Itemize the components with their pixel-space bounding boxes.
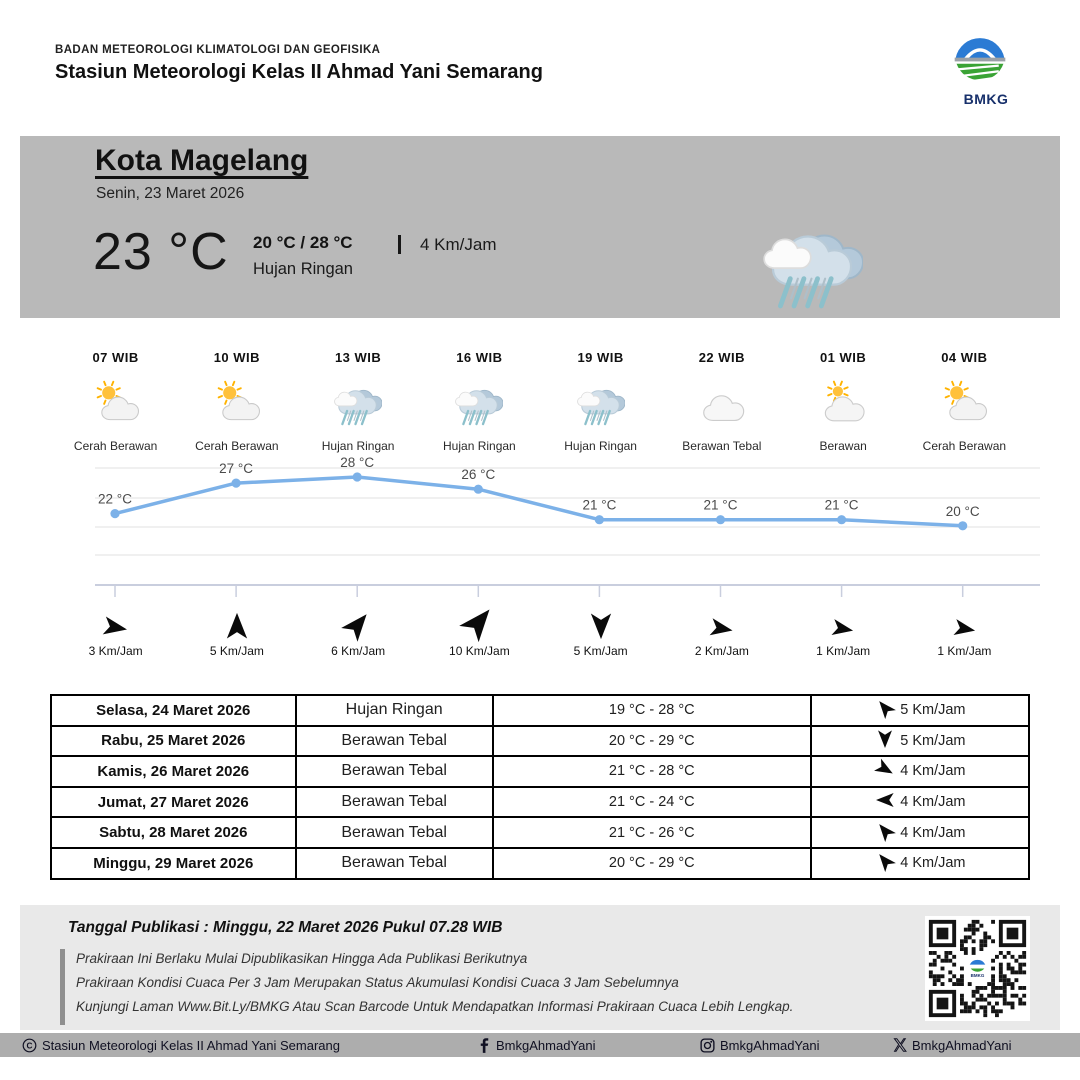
temperature-line-chart xyxy=(40,455,1040,605)
facebook-icon xyxy=(478,1038,491,1053)
divider xyxy=(398,235,401,254)
x-twitter-icon xyxy=(893,1038,907,1052)
day-wind xyxy=(811,756,1029,787)
hourly-condition: Hujan Ringan xyxy=(564,439,637,453)
day-condition: Berawan Tebal xyxy=(296,756,493,787)
wind-item xyxy=(904,598,1025,658)
wind-direction-arrow-icon xyxy=(874,820,896,846)
accent-bar xyxy=(60,949,65,1025)
table-row xyxy=(51,848,1029,879)
hourly-time: 01 WIB xyxy=(819,350,867,365)
hourly-time: 10 WIB xyxy=(213,350,261,365)
day-wind-speed: 5 Km/Jam xyxy=(900,702,966,719)
wind-direction-arrow-icon xyxy=(874,850,896,876)
wind-speed-label: 2 Km/Jam xyxy=(694,644,749,658)
svg-text:C: C xyxy=(26,1041,33,1050)
day-wind-speed: 5 Km/Jam xyxy=(900,732,966,749)
hourly-condition: Hujan Ringan xyxy=(443,439,516,453)
wind-direction-arrow-icon xyxy=(952,616,978,642)
wind-speed-label: 10 Km/Jam xyxy=(449,644,510,658)
bmkg-logo xyxy=(950,30,1022,107)
svg-text:21 °C: 21 °C xyxy=(582,497,617,513)
hourly-time: 04 WIB xyxy=(941,350,988,365)
day-condition: Hujan Ringan xyxy=(296,695,493,726)
svg-text:22 °C: 22 °C xyxy=(98,491,132,507)
wind-item xyxy=(661,598,782,658)
hourly-item xyxy=(783,350,904,453)
day-date: Rabu, 25 Maret 2026 xyxy=(51,726,296,757)
svg-text:27 °C: 27 °C xyxy=(219,461,254,477)
day-temp-range: 19 °C - 28 °C xyxy=(493,695,811,726)
bmkg-logo-label: BMKG xyxy=(963,91,1009,107)
footer-note: Prakiraan Kondisi Cuaca Per 3 Jam Merupakan Status Akumulasi Kondisi Cuaca 3 Jam Sebelumnya xyxy=(76,975,679,990)
weather-icon-hujan-ringan xyxy=(577,377,625,429)
wind-direction-arrow-icon xyxy=(585,610,617,642)
day-condition: Berawan Tebal xyxy=(296,848,493,879)
daily-forecast-table xyxy=(50,694,1030,880)
day-wind-speed: 4 Km/Jam xyxy=(900,824,966,841)
hourly-condition: Hujan Ringan xyxy=(321,439,395,453)
footer-note: Kunjungi Laman Www.Bit.Ly/BMKG Atau Scan Barcode Untuk Mendapatkan Informasi Prakiraan Cuaca Lebih Lengkap. xyxy=(76,999,794,1014)
day-date: Minggu, 29 Maret 2026 xyxy=(51,848,296,879)
day-date: Jumat, 27 Maret 2026 xyxy=(51,787,296,818)
table-row xyxy=(51,817,1029,848)
current-temperature: 23 °C xyxy=(93,223,229,281)
x-twitter-link[interactable] xyxy=(893,1033,1011,1057)
wind-direction-arrow-icon xyxy=(874,728,896,754)
hourly-item xyxy=(419,350,540,453)
wind-item xyxy=(783,598,904,658)
rain-cloud-icon xyxy=(763,212,863,312)
current-weather-banner xyxy=(20,136,1060,318)
day-wind-speed: 4 Km/Jam xyxy=(900,794,966,811)
agency-name: BADAN METEOROLOGI KLIMATOLOGI DAN GEOFISIKA xyxy=(55,44,381,56)
table-row xyxy=(51,756,1029,787)
wind-direction-arrow-icon xyxy=(708,615,735,642)
copyright-icon xyxy=(22,1038,37,1053)
banner-date: Senin, 23 Maret 2026 xyxy=(96,185,245,202)
city-title: Kota Magelang xyxy=(95,144,309,177)
hourly-item xyxy=(904,350,1025,453)
day-temp-range: 20 °C - 29 °C xyxy=(493,848,811,879)
hourly-time: 19 WIB xyxy=(577,350,624,365)
svg-text:BMKG: BMKG xyxy=(970,972,985,978)
day-condition: Berawan Tebal xyxy=(296,726,493,757)
wind-item xyxy=(540,598,661,658)
day-date: Kamis, 26 Maret 2026 xyxy=(51,756,296,787)
weather-icon-berawan-tebal xyxy=(698,377,746,429)
day-temp-range: 20 °C - 29 °C xyxy=(493,726,811,757)
day-temp-range: 21 °C - 24 °C xyxy=(493,787,811,818)
wind-item xyxy=(55,598,176,658)
current-condition: Hujan Ringan xyxy=(253,260,353,278)
wind-speed-label: 1 Km/Jam xyxy=(937,644,992,658)
wind-speed-label: 1 Km/Jam xyxy=(816,644,871,658)
footer-note: Prakiraan Ini Berlaku Mulai Dipublikasikan Hingga Ada Publikasi Berikutnya xyxy=(76,951,528,966)
weather-icon-cerah-berawan xyxy=(213,377,261,429)
day-wind xyxy=(811,848,1029,879)
wind-item xyxy=(298,598,419,658)
svg-text:21 °C: 21 °C xyxy=(824,497,859,513)
wind-speed-label: 3 Km/Jam xyxy=(88,644,143,658)
hourly-item xyxy=(55,350,176,453)
hourly-condition: Cerah Berawan xyxy=(922,439,1007,453)
current-wind-speed: 4 Km/Jam xyxy=(420,235,497,254)
wind-direction-arrow-icon xyxy=(221,610,253,642)
wind-direction-arrow-icon xyxy=(459,602,499,642)
x-handle: BmkgAhmadYani xyxy=(912,1037,1012,1053)
hourly-time: 07 WIB xyxy=(92,350,139,365)
instagram-link[interactable] xyxy=(700,1033,819,1057)
social-bar xyxy=(0,1033,1080,1057)
day-wind xyxy=(811,787,1029,818)
facebook-link[interactable] xyxy=(478,1033,595,1057)
weather-icon-berawan xyxy=(819,377,867,429)
station-name: Stasiun Meteorologi Kelas II Ahmad Yani Semarang xyxy=(55,61,543,83)
table-row xyxy=(51,726,1029,757)
temperature-range: 20 °C / 28 °C xyxy=(253,233,353,252)
wind-direction-arrow-icon xyxy=(874,697,896,723)
day-temp-range: 21 °C - 28 °C xyxy=(493,756,811,787)
wind-direction-arrow-icon xyxy=(830,616,856,642)
hourly-item xyxy=(540,350,661,453)
day-date: Selasa, 24 Maret 2026 xyxy=(51,695,296,726)
day-wind xyxy=(811,817,1029,848)
copyright-text: Stasiun Meteorologi Kelas II Ahmad Yani Semarang xyxy=(42,1037,340,1053)
day-date: Sabtu, 28 Maret 2026 xyxy=(51,817,296,848)
wind-item xyxy=(419,598,540,658)
hourly-time: 13 WIB xyxy=(334,350,382,365)
weather-icon-cerah-berawan xyxy=(92,377,140,429)
table-row xyxy=(51,787,1029,818)
hourly-condition: Cerah Berawan xyxy=(195,439,279,453)
svg-text:26 °C: 26 °C xyxy=(461,467,496,483)
day-condition: Berawan Tebal xyxy=(296,787,493,818)
wind-speed-label: 6 Km/Jam xyxy=(331,644,386,658)
instagram-icon xyxy=(700,1038,715,1053)
day-condition: Berawan Tebal xyxy=(296,817,493,848)
weather-icon-hujan-ringan xyxy=(455,377,503,429)
hourly-condition: Berawan Tebal xyxy=(682,439,762,453)
table-row xyxy=(51,695,1029,726)
copyright-item xyxy=(22,1033,340,1057)
day-wind-speed: 4 Km/Jam xyxy=(900,855,966,872)
hourly-wind-row xyxy=(55,598,1025,658)
wind-direction-arrow-icon xyxy=(341,608,375,642)
hourly-condition: Berawan xyxy=(819,439,867,453)
wind-direction-arrow-icon xyxy=(874,789,896,815)
hourly-item xyxy=(176,350,297,453)
facebook-handle: BmkgAhmadYani xyxy=(496,1037,596,1053)
footer-notes xyxy=(76,947,793,1019)
publication-date: Tanggal Publikasi : Minggu, 22 Maret 2026 Pukul 07.28 WIB xyxy=(68,919,503,936)
header xyxy=(55,44,543,84)
day-wind-speed: 4 Km/Jam xyxy=(900,763,966,780)
qr-code xyxy=(925,916,1030,1021)
weather-icon-hujan-ringan xyxy=(334,377,382,429)
weather-icon-cerah-berawan xyxy=(940,377,988,429)
day-wind xyxy=(811,726,1029,757)
wind-speed-label: 5 Km/Jam xyxy=(209,644,264,658)
hourly-time: 22 WIB xyxy=(698,350,746,365)
svg-text:20 °C: 20 °C xyxy=(945,503,980,519)
hourly-item xyxy=(661,350,782,453)
wind-item xyxy=(176,598,297,658)
svg-text:28 °C: 28 °C xyxy=(340,455,375,470)
hourly-time: 16 WIB xyxy=(456,350,503,365)
hourly-forecast-strip xyxy=(55,350,1025,453)
publication-footer xyxy=(20,905,1060,1030)
day-temp-range: 21 °C - 26 °C xyxy=(493,817,811,848)
wind-direction-arrow-icon xyxy=(874,758,896,784)
bmkg-logo-icon xyxy=(950,30,1022,90)
hourly-item xyxy=(298,350,419,453)
wind-speed-label: 5 Km/Jam xyxy=(573,644,628,658)
svg-text:21 °C: 21 °C xyxy=(703,497,738,513)
instagram-handle: BmkgAhmadYani xyxy=(720,1037,820,1053)
day-wind xyxy=(811,695,1029,726)
hourly-condition: Cerah Berawan xyxy=(73,439,158,453)
wind-direction-arrow-icon xyxy=(101,613,130,642)
